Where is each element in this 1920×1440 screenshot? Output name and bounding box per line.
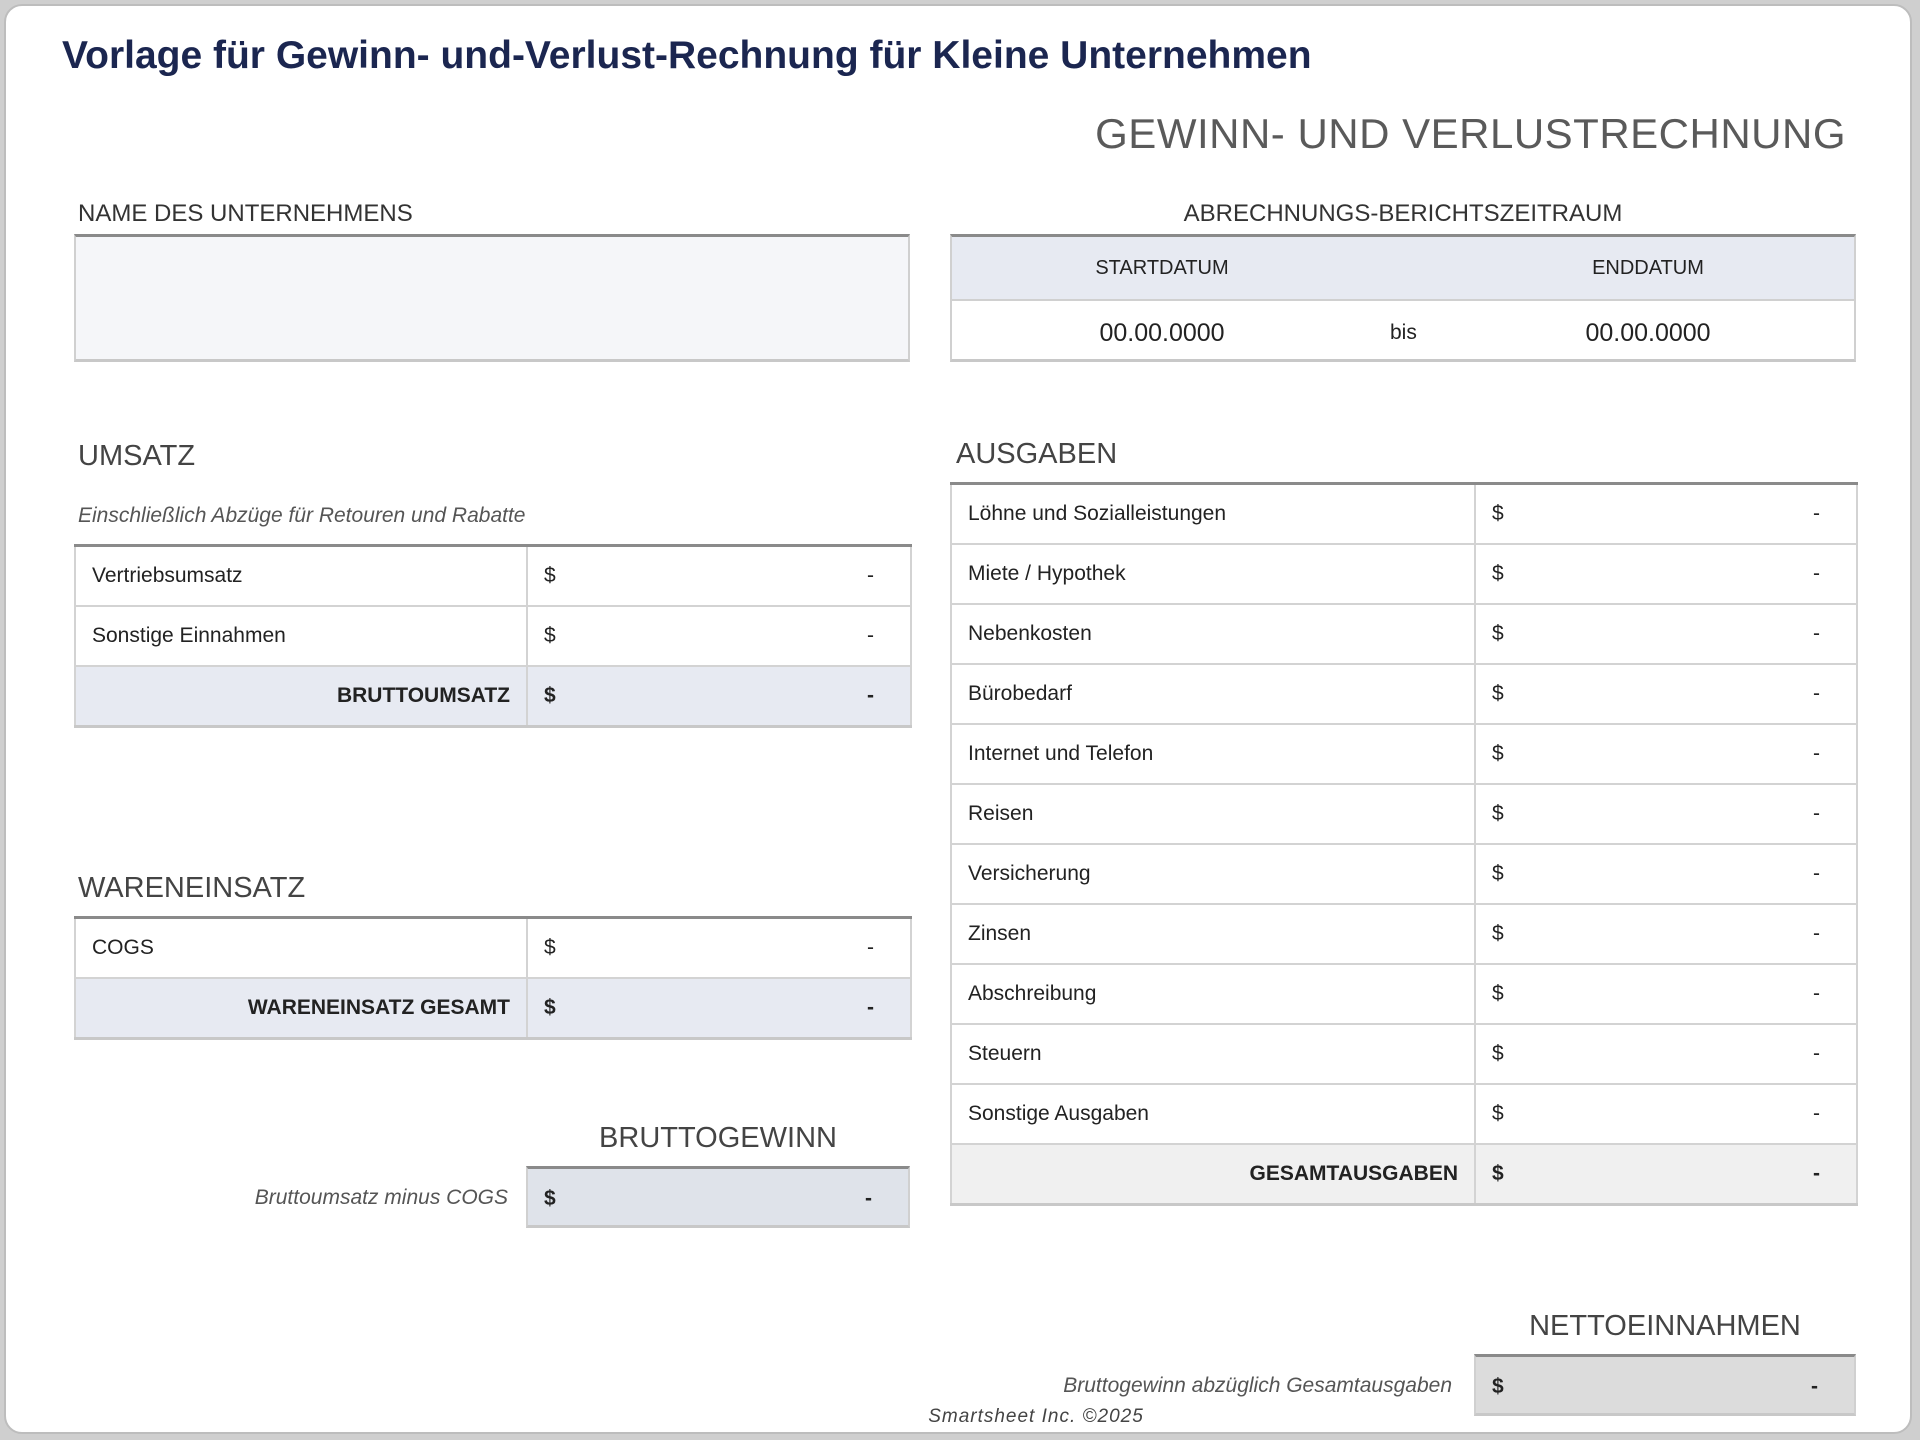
cogs-total-label: WARENEINSATZ GESAMT (75, 978, 527, 1039)
table-row (75, 918, 911, 979)
cogs-heading: WARENEINSATZ (78, 872, 306, 904)
expense-row-label: Zinsen (951, 904, 1475, 964)
cogs-row-value[interactable]: $ - (527, 918, 911, 979)
period-label: ABRECHNUNGS-BERICHTSZEITRAUM (1183, 200, 1623, 227)
cogs-total-value: $ - (527, 978, 911, 1039)
expense-row-value[interactable]: $ - (1475, 724, 1857, 784)
document-sheet (4, 4, 1912, 1434)
company-name-label: NAME DES UNTERNEHMENS (78, 200, 413, 227)
table-row (75, 606, 911, 666)
revenue-row-label: Sonstige Einnahmen (75, 606, 527, 666)
revenue-row-label: Vertriebsumsatz (75, 546, 527, 607)
footer-credit: Smartsheet Inc. ©2025 (928, 1406, 1144, 1427)
expense-row-label: Miete / Hypothek (951, 544, 1475, 604)
net-income-value: $ - (1474, 1354, 1856, 1416)
revenue-heading: UMSATZ (78, 440, 196, 472)
table-row (951, 604, 1857, 664)
table-row (951, 484, 1857, 545)
expenses-total-row (951, 1144, 1857, 1205)
expense-row-label: Sonstige Ausgaben (951, 1084, 1475, 1144)
document-title: Vorlage für Gewinn- und-Verlust-Rechnung für Kleine Unternehmen (62, 34, 1312, 77)
revenue-total-row (75, 666, 911, 727)
expense-row-value[interactable]: $ - (1475, 1024, 1857, 1084)
net-income-note: Bruttogewinn abzüglich Gesamtausgaben (1063, 1374, 1452, 1397)
expense-row-value[interactable]: $ - (1475, 844, 1857, 904)
revenue-note: Einschließlich Abzüge für Retouren und Rabatte (78, 504, 526, 527)
table-row (951, 904, 1857, 964)
expense-row-label: Reisen (951, 784, 1475, 844)
company-name-field[interactable] (74, 234, 910, 362)
report-title: GEWINN- UND VERLUSTRECHNUNG (1095, 110, 1846, 157)
total-expenses-label: GESAMTAUSGABEN (951, 1144, 1475, 1205)
expense-row-label: Nebenkosten (951, 604, 1475, 664)
revenue-row-value[interactable]: $ - (527, 606, 911, 666)
net-income-heading: NETTOEINNAHMEN (1529, 1310, 1801, 1342)
gross-revenue-value: $ - (527, 666, 911, 727)
expense-row-value[interactable]: $ - (1475, 904, 1857, 964)
expense-row-value[interactable]: $ - (1475, 664, 1857, 724)
start-date-field[interactable]: 00.00.0000 (1099, 319, 1225, 347)
expense-row-label: Abschreibung (951, 964, 1475, 1024)
gross-revenue-label: BRUTTOUMSATZ (75, 666, 527, 727)
table-row (951, 844, 1857, 904)
expense-row-label: Versicherung (951, 844, 1475, 904)
expense-row-value[interactable]: $ - (1475, 964, 1857, 1024)
expense-row-label: Bürobedarf (951, 664, 1475, 724)
expense-row-value[interactable]: $ - (1475, 604, 1857, 664)
expenses-table (950, 482, 1858, 1206)
expense-row-label: Steuern (951, 1024, 1475, 1084)
cogs-table (74, 916, 912, 1040)
start-date-label: STARTDATUM (1095, 257, 1229, 279)
expenses-heading: AUSGABEN (956, 438, 1118, 470)
total-expenses-value: $ - (1475, 1144, 1857, 1205)
table-row (951, 784, 1857, 844)
revenue-table (74, 544, 912, 728)
table-row (951, 1084, 1857, 1144)
expense-row-value[interactable]: $ - (1475, 1084, 1857, 1144)
gross-profit-note: Bruttoumsatz minus COGS (254, 1186, 508, 1209)
cogs-total-row (75, 978, 911, 1039)
revenue-row-value[interactable]: $ - (527, 546, 911, 607)
table-row (951, 544, 1857, 604)
table-row (951, 1024, 1857, 1084)
table-row (951, 664, 1857, 724)
table-row (951, 964, 1857, 1024)
gross-profit-value: $ - (526, 1166, 910, 1228)
expense-row-label: Internet und Telefon (951, 724, 1475, 784)
expense-row-label: Löhne und Sozialleistungen (951, 484, 1475, 545)
end-date-label: ENDDATUM (1592, 257, 1704, 279)
table-row (75, 546, 911, 607)
end-date-field[interactable]: 00.00.0000 (1585, 319, 1711, 347)
cogs-row-label: COGS (75, 918, 527, 979)
expense-row-value[interactable]: $ - (1475, 484, 1857, 545)
expense-row-value[interactable]: $ - (1475, 784, 1857, 844)
gross-profit-heading: BRUTTOGEWINN (599, 1122, 837, 1154)
period-box: STARTDATUM ENDDATUM 00.00.0000 bis 00.00.0000 (950, 234, 1856, 362)
table-row (951, 724, 1857, 784)
expense-row-value[interactable]: $ - (1475, 544, 1857, 604)
